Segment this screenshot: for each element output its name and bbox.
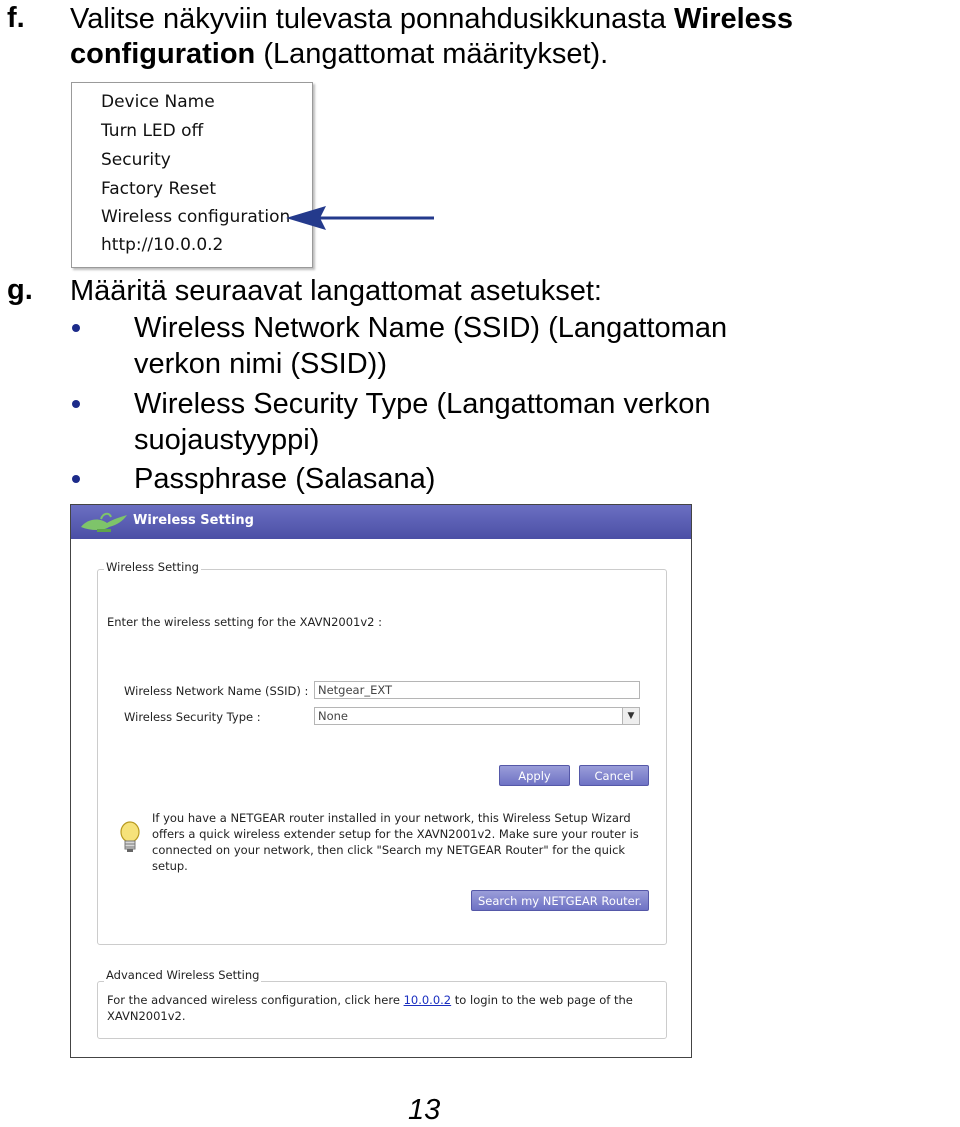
bullet-1-line-1: Wireless Network Name (SSID) (Langattoman: [134, 312, 728, 344]
genie-lamp-icon: [77, 509, 129, 535]
advanced-text-line-1: [107, 993, 633, 1007]
security-type-label: Wireless Security Type :: [124, 710, 261, 724]
security-type-select[interactable]: [314, 707, 640, 725]
tip-line-2: offers a quick wireless extender setup for the XAVN2001v2. Make sure your router is: [152, 827, 639, 841]
step-f-line-1: [70, 1, 793, 37]
bullet-icon: [72, 400, 80, 408]
security-type-value: None: [318, 709, 349, 723]
bullet-1-line-2: verkon nimi (SSID)): [134, 348, 387, 380]
bullet-3-line-1: Passphrase (Salasana): [134, 463, 436, 495]
bullet-icon: [72, 475, 80, 483]
step-f-bold-term-1: Wireless: [674, 3, 794, 35]
advanced-text-a: For the advanced wireless configuration, click here: [107, 993, 404, 1007]
wireless-setting-header: [71, 505, 691, 539]
wireless-setting-header-title: Wireless Setting: [133, 513, 254, 528]
menu-item-device-name[interactable]: Device Name: [101, 92, 215, 112]
bullet-icon: [72, 324, 80, 332]
menu-item-factory-reset[interactable]: Factory Reset: [101, 179, 216, 199]
step-f-bold-term-2: configuration: [70, 38, 256, 70]
chevron-down-icon[interactable]: ▼: [622, 708, 639, 724]
context-menu-screenshot: [71, 82, 313, 268]
step-f-letter: f.: [7, 2, 25, 34]
menu-item-turn-led-off[interactable]: Turn LED off: [101, 121, 204, 141]
cancel-button[interactable]: Cancel: [579, 765, 649, 786]
pointer-arrow-icon: [286, 204, 438, 234]
bullet-2-line-2: suojaustyyppi): [134, 424, 320, 456]
advanced-config-link[interactable]: 10.0.0.2: [403, 993, 452, 1007]
ssid-label: Wireless Network Name (SSID) :: [124, 684, 309, 698]
bullet-2-line-1: Wireless Security Type (Langattoman verkon: [134, 388, 711, 420]
step-g-intro: Määritä seuraavat langattomat asetukset:: [70, 275, 602, 307]
tip-line-1: If you have a NETGEAR router installed in your network, this Wireless Setup Wizard: [152, 811, 631, 825]
tip-line-3: connected on your network, then click "Search my NETGEAR Router" for the quick: [152, 843, 626, 857]
tip-line-4: setup.: [152, 859, 188, 873]
menu-item-ip-address[interactable]: http://10.0.0.2: [101, 235, 224, 255]
search-netgear-router-button[interactable]: Search my NETGEAR Router.: [471, 890, 649, 911]
step-f-line-2: [70, 36, 608, 72]
advanced-text-line-2: XAVN2001v2.: [107, 1009, 186, 1023]
ssid-input[interactable]: Netgear_EXT: [314, 681, 640, 699]
step-f-text: Valitse näkyviin tulevasta ponnahdusikkunasta: [70, 3, 675, 35]
menu-item-wireless-configuration[interactable]: Wireless configuration: [101, 207, 291, 227]
step-f-text-2: (Langattomat määritykset).: [255, 38, 609, 70]
page-number: 13: [408, 1094, 441, 1126]
instruction-text: Enter the wireless setting for the XAVN2001v2 :: [107, 615, 383, 629]
menu-item-security[interactable]: Security: [101, 150, 171, 170]
lightbulb-icon: [119, 821, 141, 855]
step-g-letter: g.: [7, 274, 33, 306]
wireless-setting-section-title: Wireless Setting: [106, 560, 199, 574]
advanced-text-b: to login to the web page of the: [451, 993, 633, 1007]
advanced-wireless-section-title: Advanced Wireless Setting: [106, 968, 260, 982]
apply-button[interactable]: Apply: [499, 765, 570, 786]
wireless-setting-screenshot: [70, 504, 692, 1058]
